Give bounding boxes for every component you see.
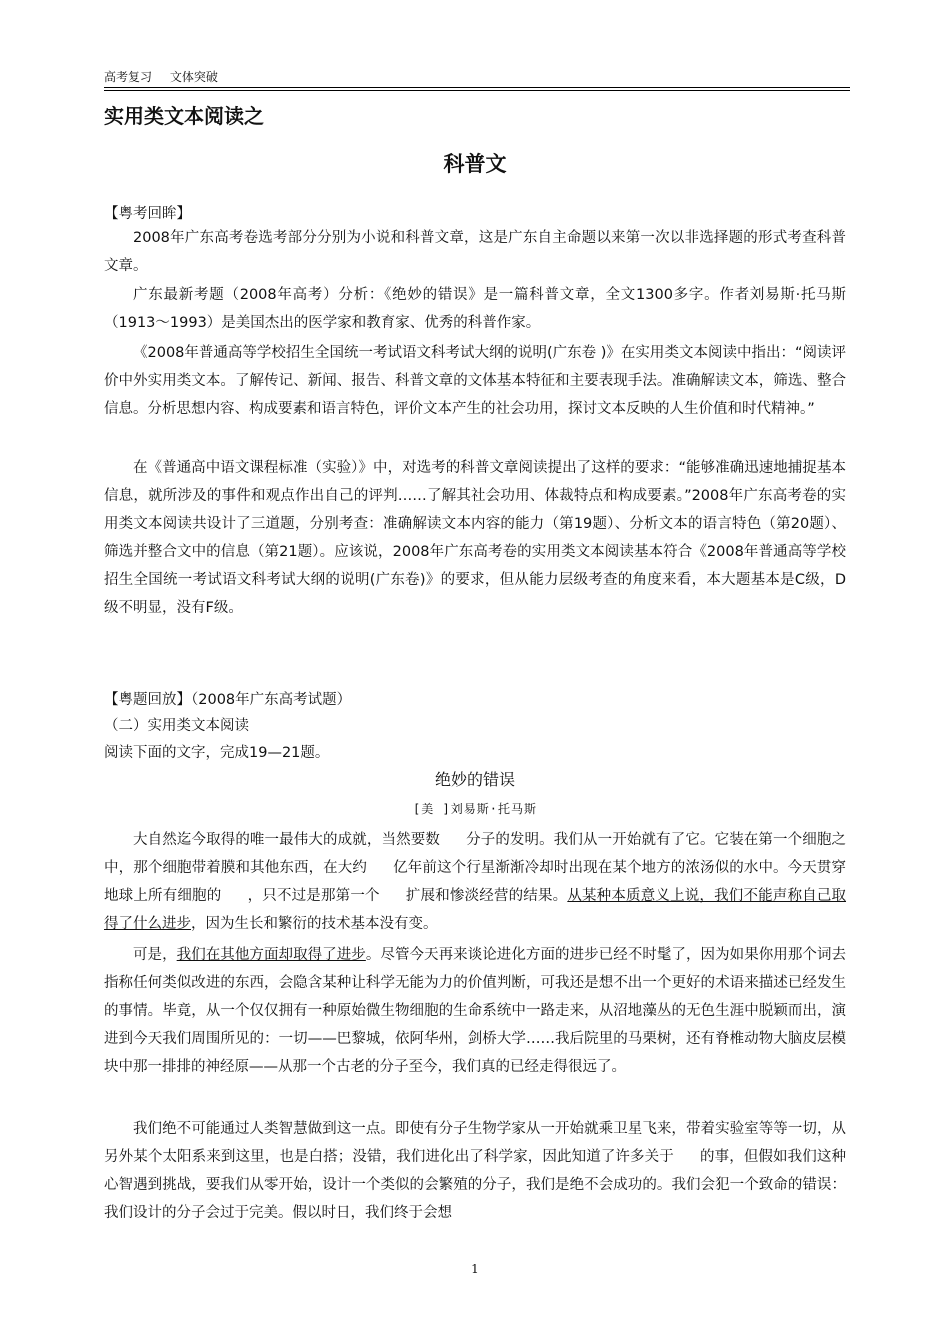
article-p1-text-e: 扩展和惨淡经营的结果。 bbox=[405, 888, 568, 904]
article-paragraph-3 bbox=[104, 1115, 846, 1227]
article-p1-text-d: ，只不过是那第一个 bbox=[247, 888, 380, 904]
section-subheading: （二）实用类文本阅读 bbox=[104, 718, 249, 734]
underlined-sentence-2: 我们在其他方面却取得了进步 bbox=[176, 947, 366, 963]
document-title: 实用类文本阅读之 bbox=[104, 104, 264, 128]
article-p1-text-b: 分子的发明。我们从一开始就有了它。它装在第一个细胞之中，那个细胞带着膜和其他东西，在大约 bbox=[104, 832, 847, 876]
article-p1-text-a: 大自然迄今取得的唯一最伟大的成就，当然要数 bbox=[133, 832, 440, 848]
article-title: 绝妙的错误 bbox=[434, 770, 515, 789]
paragraph-3: 《2008年普通高等学校招生全国统一考试语文科考试大纲的说明(广东卷 )》在实用类文本阅读中指出：“阅读评价中外实用类文本。了解传记、新闻、报告、科普文章的文体基本特征和主要表现手法。准确解读文本，筛选、整合信息。分析思想内容、构成要素和语言特色，评价文本产生的社会功用，探讨文本反映的人生价值和时代精神。” bbox=[104, 345, 846, 417]
article-paragraph-2 bbox=[104, 941, 846, 1081]
header-right: 文体突破 bbox=[169, 70, 218, 84]
paragraph-2: 广东最新考题（2008年高考）分析：《绝妙的错误》是一篇科普文章，全文1300多字。作者刘易斯·托马斯（1913～1993）是美国杰出的医学家和教育家、优秀的科普作家。 bbox=[104, 287, 846, 331]
paragraph-1: 2008年广东高考卷选考部分分别为小说和科普文章，这是广东自主命题以来第一次以非选择题的形式考查科普文章。 bbox=[104, 230, 846, 274]
article-p3-text-a: 我们绝不可能通过人类智慧做到这一点。即使有分子生物学家从一开始就乘卫星飞来，带着实验室等等一切，从另外某个太阳系来到这里，也是白搭；没错，我们进化出了科学家，因此知道了许多关于 bbox=[104, 1121, 846, 1165]
page-number: 1 bbox=[471, 1262, 479, 1276]
underlined-sentence-1: 从某种本质意义上说，我们不能声称自己取得了什么进步 bbox=[104, 888, 847, 932]
main-title: 科普文 bbox=[443, 152, 507, 176]
article-p3-text-b: 的事，但假如我们这种心智遇到挑战，要我们从零开始，设计一个类似的会繁殖的分子，我们是绝不会成功的。我们会犯一个致命的错误：我们设计的分子会过于完美。假以时日，我们终于会想 bbox=[104, 1149, 846, 1221]
article-p1-text-c: 亿年前这个行星渐渐冷却时出现在某个地方的浓汤似的水中。今天贯穿地球上所有细胞的 bbox=[104, 860, 847, 904]
section-heading-replay: 【粤题回放】（2008年广东高考试题） bbox=[104, 692, 352, 708]
instruction-text: 阅读下面的文字，完成19—21题。 bbox=[104, 745, 330, 761]
article-p1-text-f: ，因为生长和繁衍的技术基本没有变。 bbox=[191, 916, 438, 932]
header-rule-thin bbox=[104, 90, 850, 91]
article-author: [美 ]刘易斯·托马斯 bbox=[413, 802, 537, 816]
page-header bbox=[104, 68, 232, 85]
header-rule bbox=[104, 87, 850, 88]
header-left: 高考复习 bbox=[104, 70, 153, 84]
article-paragraph-1 bbox=[104, 826, 846, 938]
article-p2-text-b: 。尽管今天再来谈论进化方面的进步已经不时髦了，因为如果你用那个词去指称任何类似改进的东西，会隐含某种让科学无能为力的价值判断，可我还是想不出一个更好的术语来描述已经发生的事情。毕竟，从一个仅仅拥有一种原始微生物细胞的生命系统中一路走来，从沼地藻丛的无色生涯中脱颖而出，演进到今天我们周围所见的：一切——巴黎城，依阿华州，剑桥大学……我后院里的马栗树，还有脊椎动物大脑皮层模块中那一排排的神经原——从那一个古老的分子至今，我们真的已经走得很远了。 bbox=[104, 947, 847, 1075]
section-heading-review: 【粤考回眸】 bbox=[104, 206, 191, 222]
article-p2-text-a: 可是， bbox=[133, 947, 177, 963]
paragraph-4: 在《普通高中语文课程标准（实验）》中，对选考的科普文章阅读提出了这样的要求：“能够准确迅速地捕捉基本信息，就所涉及的事件和观点作出自己的评判……了解其社会功用、体裁特点和构成要素。”2008年广东高考卷的实用类文本阅读共设计了三道题，分别考查：准确解读文本内容的能力（第19题）、分析文本的语言特色（第20题）、筛选并整合文中的信息（第21题）。应该说，2008年广东高考卷的实用类文本阅读基本符合《2008年普通高等学校招生全国统一考试语文科考试大纲的说明(广东卷)》的要求，但从能力层级考查的角度来看，本大题基本是C级，D级不明显，没有F级。 bbox=[104, 460, 846, 616]
